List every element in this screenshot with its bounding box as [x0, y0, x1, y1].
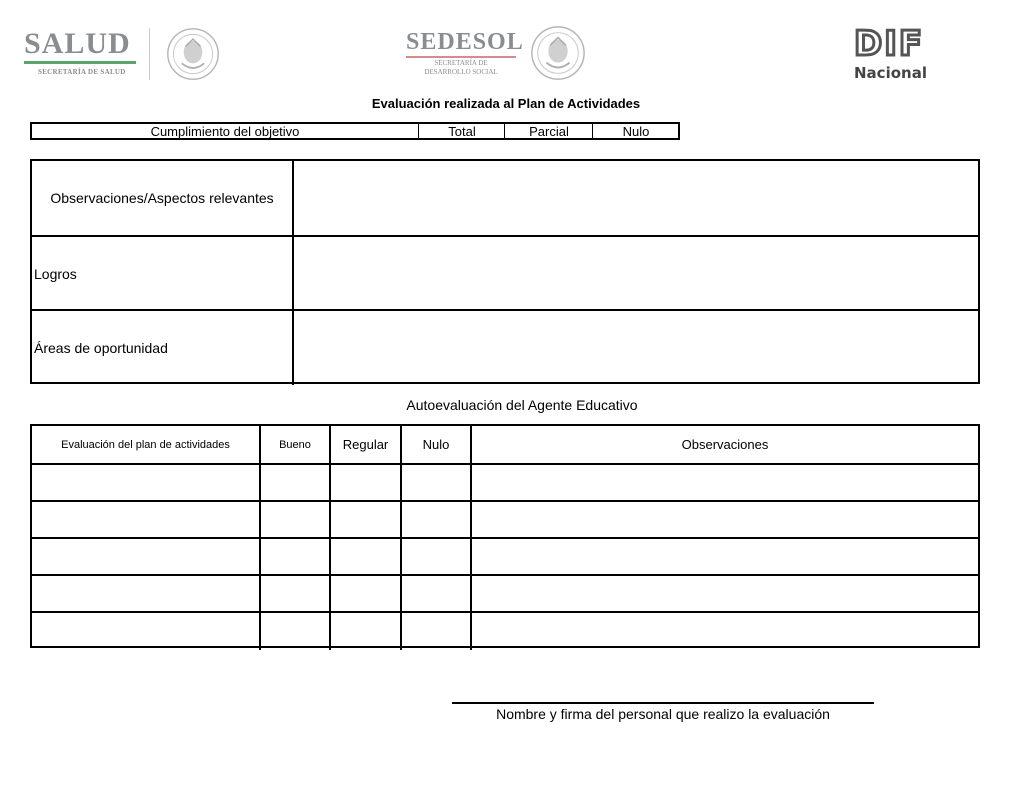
sedesol-logo-line — [406, 56, 516, 58]
cell-nulo[interactable] — [402, 539, 472, 576]
achievements-label: Logros — [32, 237, 294, 311]
header-nulo: Nulo — [402, 426, 472, 463]
sedesol-subtitle-line1: SECRETARÍA DE — [434, 59, 488, 67]
header-bueno: Bueno — [261, 426, 331, 463]
signature-caption: Nombre y firma del personal que realizo la evaluación — [496, 706, 830, 722]
header-plan-evaluation: Evaluación del plan de actividades — [32, 426, 261, 463]
cell-plan-evaluation[interactable] — [32, 613, 261, 650]
cell-plan-evaluation[interactable] — [32, 502, 261, 539]
dif-nacional-logo — [852, 26, 934, 84]
cell-observaciones[interactable] — [472, 576, 978, 613]
self-evaluation-table — [30, 424, 980, 648]
sedesol-logo-word: SEDESOL — [406, 29, 524, 55]
option-nulo[interactable]: Nulo — [592, 124, 679, 138]
self-evaluation-title: Autoevaluación del Agente Educativo — [406, 397, 638, 413]
table-row — [32, 500, 978, 539]
coat-of-arms-seal-icon — [528, 24, 588, 82]
dif-logo-subtitle: Nacional — [854, 64, 927, 82]
cell-plan-evaluation[interactable] — [32, 576, 261, 613]
cell-nulo[interactable] — [402, 613, 472, 650]
signature-line[interactable] — [452, 702, 874, 704]
observations-table — [30, 159, 980, 384]
option-total[interactable]: Total — [418, 124, 505, 138]
cell-bueno[interactable] — [261, 539, 331, 576]
dif-logo-word: DIF — [854, 24, 925, 64]
cell-nulo[interactable] — [402, 502, 472, 539]
table-header-row — [32, 426, 978, 463]
cell-plan-evaluation[interactable] — [32, 465, 261, 502]
salud-logo — [24, 28, 139, 80]
cell-regular[interactable] — [331, 465, 402, 502]
cell-observaciones[interactable] — [472, 502, 978, 539]
cell-regular[interactable] — [331, 576, 402, 613]
salud-separator — [149, 28, 150, 80]
cell-bueno[interactable] — [261, 502, 331, 539]
observations-label: Observaciones/Aspectos relevantes — [32, 161, 294, 235]
coat-of-arms-seal-icon — [164, 26, 222, 82]
objective-table — [30, 122, 680, 140]
page-title: Evaluación realizada al Plan de Actividades — [371, 96, 641, 111]
objective-label: Cumplimiento del objetivo — [150, 124, 300, 139]
table-row — [32, 574, 978, 613]
cell-bueno[interactable] — [261, 613, 331, 650]
sedesol-subtitle-line2: DESARROLLO SOCIAL — [424, 68, 498, 76]
sedesol-logo-subtitle — [406, 59, 516, 77]
achievements-row — [32, 235, 978, 311]
salud-logo-subtitle: SECRETARÍA DE SALUD — [38, 68, 126, 76]
cell-regular[interactable] — [331, 539, 402, 576]
observations-field[interactable] — [294, 161, 978, 235]
opportunity-areas-label: Áreas de oportunidad — [32, 311, 294, 385]
option-parcial[interactable]: Parcial — [504, 124, 593, 138]
table-row — [32, 463, 978, 502]
cell-regular[interactable] — [331, 502, 402, 539]
salud-logo-line — [24, 61, 136, 64]
opportunity-areas-row — [32, 309, 978, 385]
cell-observaciones[interactable] — [472, 539, 978, 576]
header-regular: Regular — [331, 426, 402, 463]
sedesol-logo — [406, 28, 524, 80]
cell-regular[interactable] — [331, 613, 402, 650]
header-observaciones: Observaciones — [681, 437, 769, 452]
cell-observaciones[interactable] — [472, 465, 978, 502]
achievements-field[interactable] — [294, 237, 978, 311]
cell-plan-evaluation[interactable] — [32, 539, 261, 576]
salud-logo-word: SALUD — [24, 27, 131, 60]
table-row — [32, 537, 978, 576]
cell-bueno[interactable] — [261, 576, 331, 613]
cell-nulo[interactable] — [402, 465, 472, 502]
cell-observaciones[interactable] — [472, 613, 978, 650]
cell-bueno[interactable] — [261, 465, 331, 502]
opportunity-areas-field[interactable] — [294, 311, 978, 385]
cell-nulo[interactable] — [402, 576, 472, 613]
table-row — [32, 611, 978, 650]
observations-row — [32, 161, 978, 235]
